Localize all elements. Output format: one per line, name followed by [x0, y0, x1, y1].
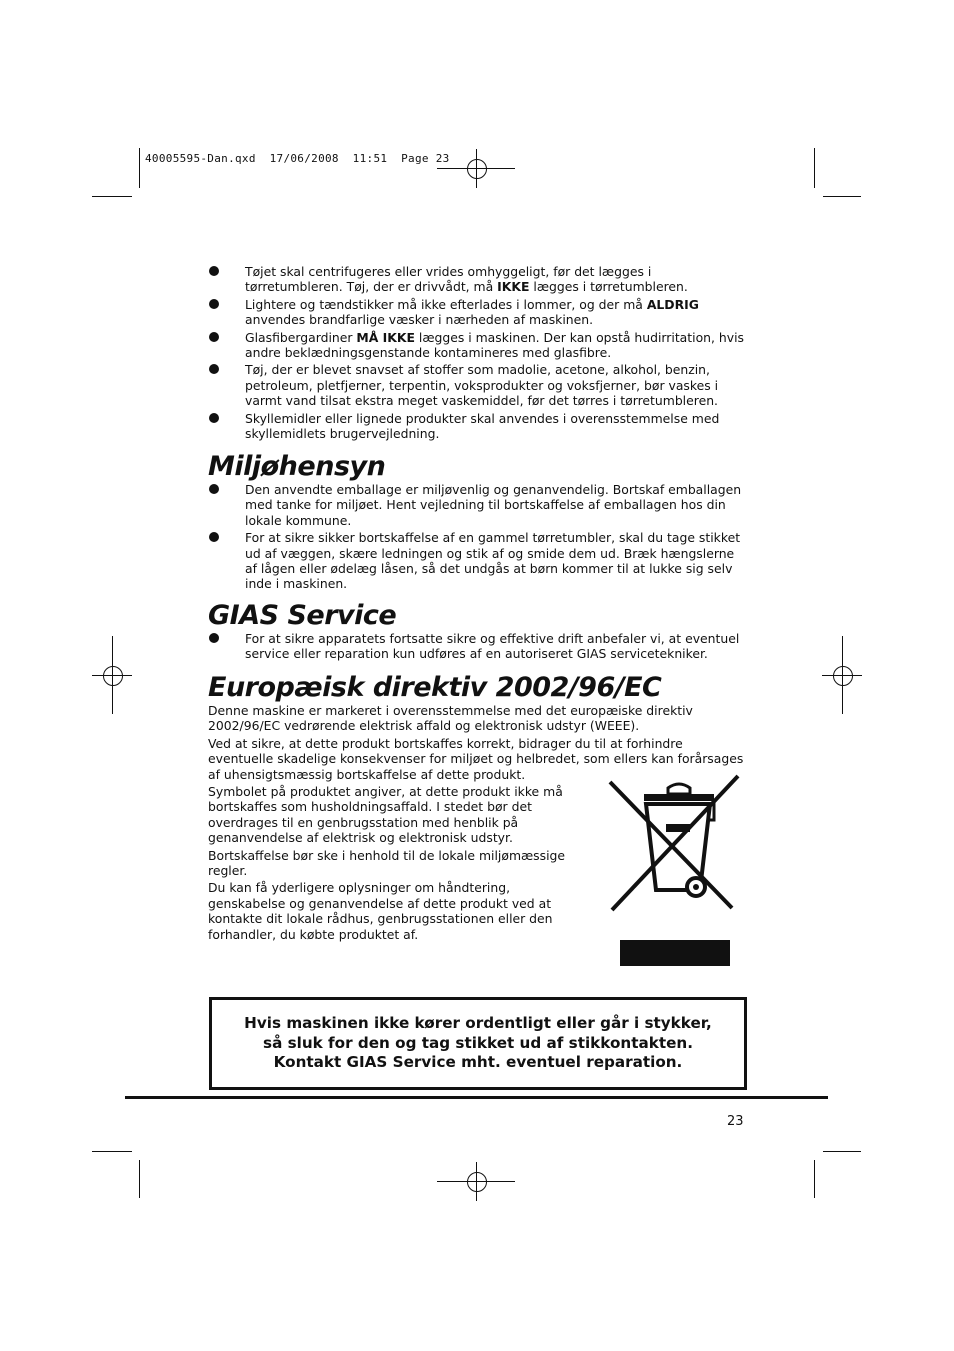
intro-bullet-list: [208, 264, 748, 441]
intro-section: [208, 264, 748, 443]
list-item: For at sikre apparatets fortsatte sikre og effektive drift anbefaler vi, at eventuel service eller reparation kun udføres af en autoriseret GIAS servicetekniker.: [208, 631, 748, 662]
list-item: For at sikre sikker bortskaffelse af en gammel tørretumbler, skal du tage stikket ud af væggen, skære ledningen og stik af og smide dem ud. Bræk hængslerne af lågen eller ødelæg låsen, så det undgås at børn kommer til at lukke sig selv inde i maskinen.: [208, 530, 748, 592]
crop-mark: [823, 196, 861, 197]
paragraph: Bortskaffelse bør ske i henhold til de lokale miljømæssige regler.: [208, 847, 566, 879]
list-item: Den anvendte emballage er miljøvenlig og genanvendelig. Bortskaf emballagen med tanke for miljøet. Hent vejledning til bortskaffelse af emballagen hos din lokale kommune.: [208, 482, 748, 528]
crop-mark: [814, 148, 815, 188]
notice-text: Hvis maskinen ikke kører ordentligt eller går i stykker, så sluk for den og tag stikket ud af stikkontakten. Kontakt GIAS Service mht. eventuel reparation.: [244, 1014, 712, 1071]
bullet-dot-icon: [209, 532, 219, 542]
paragraph: Du kan få yderligere oplysninger om håndtering, genskabelse og genanvendelse af dette produkt ved at kontakte dit lokale rådhus, genbrugsstationen eller den forhandler, du købte produktet af.: [208, 880, 553, 942]
list-item: Glasfibergardiner MÅ IKKE lægges i maskinen. Der kan opstå hudirritation, hvis andre beklædningsgenstande kontamineres med glasfibre.: [208, 330, 748, 361]
list-item: Tøjet skal centrifugeres eller vrides omhyggeligt, før det lægges i tørretumbleren. Tøj, der er drivvådt, må IKKE lægges i tørretumbleren.: [208, 264, 748, 295]
registration-mark-icon: [465, 1170, 489, 1194]
environment-section: [208, 452, 748, 594]
bullet-dot-icon: [209, 484, 219, 494]
registration-mark-icon: [465, 157, 489, 181]
paragraph: Ved at sikre, at dette produkt bortskaffes korrekt, bidrager du til at forhindre eventuelle skadelige konsekvenser for miljøet og helbredet, som ellers kan forårsages af uhensigtsmæssig bortskaffelse af dette produkt.: [208, 735, 744, 782]
crop-mark: [823, 1151, 861, 1152]
bullet-dot-icon: [209, 266, 219, 276]
paragraph: Symbolet på produktet angiver, at dette produkt ikke må bortskaffes som husholdningsaffald. I stedet bør det overdrages til en genbrugsstation med henblik på genanvendelse af elektrisk og elektronisk udstyr.: [208, 784, 563, 846]
section-title: Europæisk direktiv 2002/96/EC: [208, 672, 662, 703]
crossed-out-wheelie-bin-icon: [606, 774, 742, 970]
service-section: [208, 601, 748, 664]
footer-rule: [125, 1096, 828, 1099]
bullet-dot-icon: [209, 299, 219, 309]
section-title: Miljøhensyn: [208, 451, 386, 482]
bullet-dot-icon: [209, 364, 219, 374]
crop-mark: [92, 1151, 132, 1152]
registration-mark-icon: [831, 664, 855, 688]
warning-notice: [209, 997, 747, 1090]
list-item: Tøj, der er blevet snavset af stoffer som madolie, acetone, alkohol, benzin, petroleum, pletfjerner, terpentin, voksprodukter og voksfjerner, bør vaskes i varmt vand tilsat ekstra meget vaskemiddel, før det tørres i tørretumbleren.: [208, 362, 748, 408]
crop-mark: [139, 148, 140, 188]
bullet-dot-icon: [209, 413, 219, 423]
registration-mark-icon: [101, 664, 125, 688]
bullet-dot-icon: [209, 633, 219, 643]
service-bullet-list: [208, 631, 748, 662]
section-title: GIAS Service: [208, 600, 397, 631]
file-slug: 40005595-Dan.qxd 17/06/2008 11:51 Page 23: [145, 152, 450, 165]
paragraph: Denne maskine er markeret i overensstemmelse med det europæiske direktiv 2002/96/EC vedrørende elektrisk affald og elektronisk udstyr (WEEE).: [208, 703, 693, 734]
list-item: Lightere og tændstikker må ikke efterlades i lommer, og der må ALDRIG anvendes brandfarlige væsker i nærheden af maskinen.: [208, 297, 748, 328]
environment-bullet-list: [208, 482, 748, 592]
bullet-dot-icon: [209, 332, 219, 342]
crop-mark: [814, 1160, 815, 1198]
page-number: 23: [727, 1114, 744, 1129]
crop-mark: [92, 196, 132, 197]
list-item: Skyllemidler eller lignede produkter skal anvendes i overensstemmelse med skyllemidlets brugervejledning.: [208, 411, 748, 442]
crop-mark: [139, 1160, 140, 1198]
